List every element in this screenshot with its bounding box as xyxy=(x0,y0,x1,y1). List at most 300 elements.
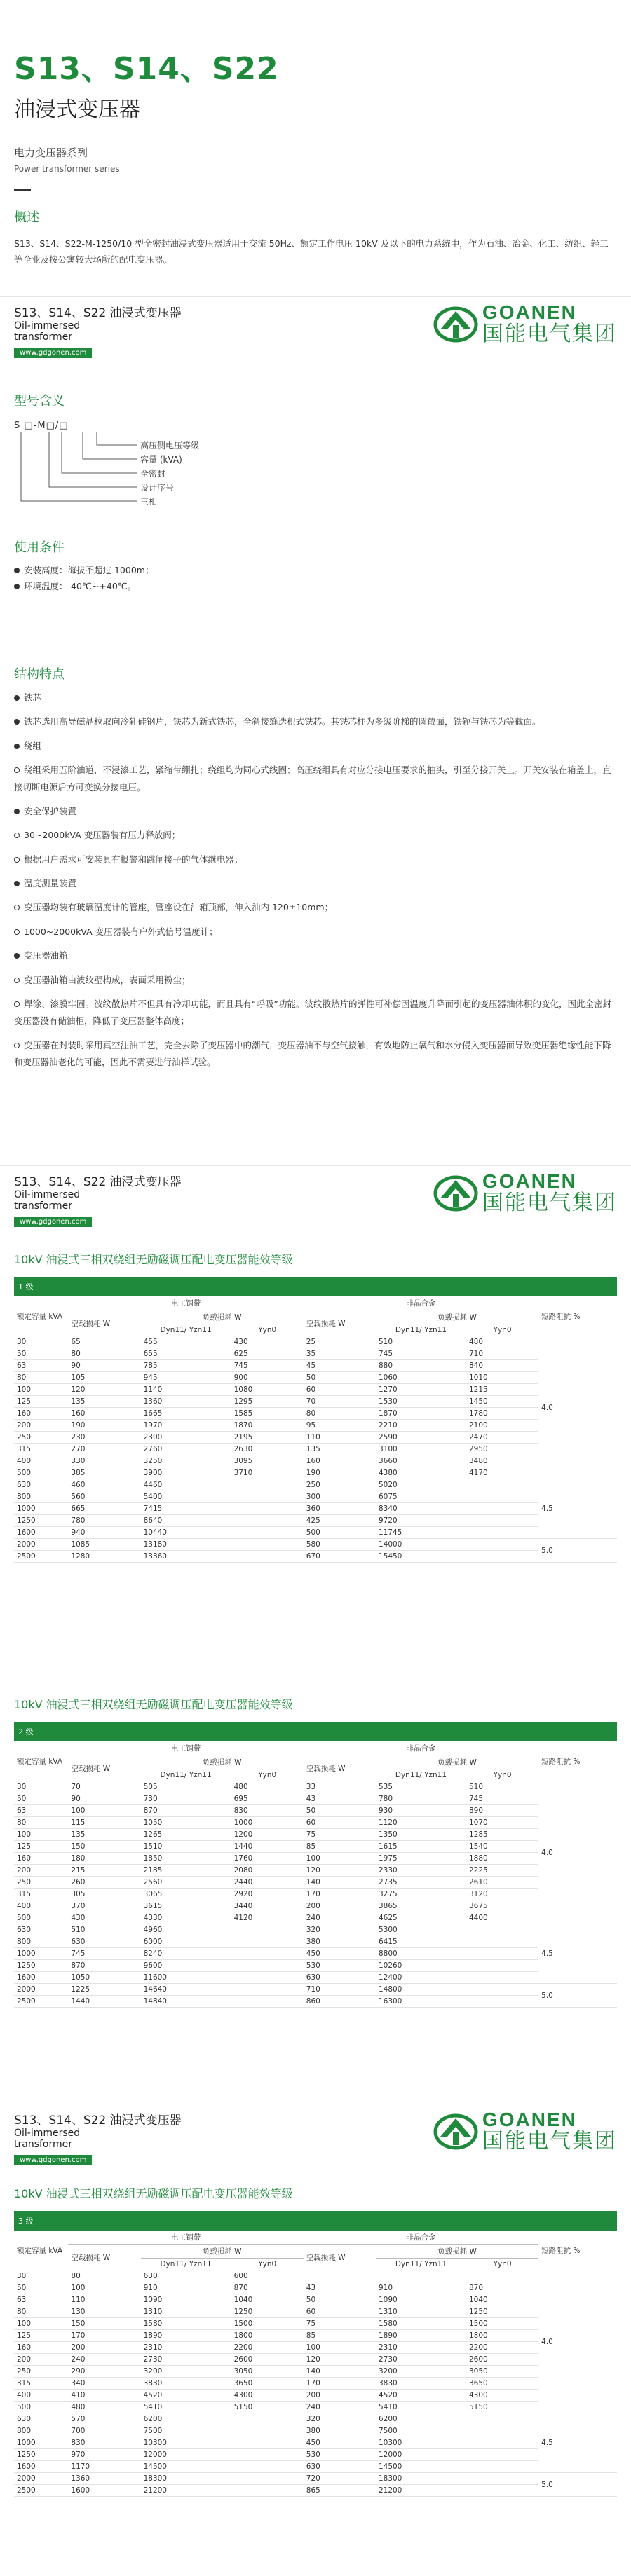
table-cell: 105 xyxy=(68,1372,140,1384)
feature-item xyxy=(14,713,617,730)
feature-text: 绕组 xyxy=(24,740,42,751)
table-row xyxy=(14,2282,617,2294)
table-cell: 290 xyxy=(68,2366,140,2378)
table-cell: 430 xyxy=(231,1336,304,1348)
bullet-ring xyxy=(14,978,20,983)
logo-cn: 国能电气集团 xyxy=(482,2129,617,2153)
table-cell: 5150 xyxy=(231,2402,304,2413)
table-cell: 600 xyxy=(231,2270,304,2282)
table-cell: 1250 xyxy=(466,2306,538,2318)
website-url: www.gdgonen.com xyxy=(14,2155,92,2165)
table-cell: 340 xyxy=(68,2378,140,2390)
table-cell: 2920 xyxy=(231,1889,304,1900)
table-cell: 830 xyxy=(231,1805,304,1817)
features-section xyxy=(0,664,631,1071)
header-load: 负载损耗 W xyxy=(141,1755,304,1769)
table-cell: 3615 xyxy=(141,1900,231,1912)
table-cell: 75 xyxy=(304,1829,376,1841)
header-capacity: 额定容量 kVA xyxy=(14,1296,68,1336)
table-cell: 530 xyxy=(304,1960,376,1972)
table-cell: 2610 xyxy=(466,1877,538,1889)
table-cell: 10300 xyxy=(376,2437,538,2449)
table-cell: 2440 xyxy=(231,1877,304,1889)
table-cell: 1665 xyxy=(141,1408,231,1420)
bullet-ring xyxy=(14,905,20,910)
impedance-cell: 4.0 xyxy=(538,2270,617,2413)
bullet-dot xyxy=(14,744,20,749)
table-cell: 1060 xyxy=(376,1372,466,1384)
table-cell: 8640 xyxy=(141,1515,304,1527)
table-cell: 360 xyxy=(304,1503,376,1515)
table-cell: 1040 xyxy=(466,2294,538,2306)
header-load: 负载损耗 W xyxy=(141,2245,304,2259)
website-url: www.gdgonen.com xyxy=(14,1217,92,1227)
feature-text: 铁芯 xyxy=(24,692,42,704)
table-cell: 1225 xyxy=(68,1984,140,1996)
table-cell: 3865 xyxy=(376,1900,466,1912)
table-cell: 860 xyxy=(304,1996,376,2008)
table-cell: 190 xyxy=(304,1467,376,1479)
table-cell: 1350 xyxy=(376,1829,466,1841)
table-row xyxy=(14,1900,617,1912)
table-row xyxy=(14,1889,617,1900)
table-cell: 2200 xyxy=(231,2342,304,2354)
table-cell: 3650 xyxy=(466,2378,538,2390)
logo-en: GOANEN xyxy=(482,301,577,324)
table-cell: 1265 xyxy=(141,1829,231,1841)
logo-icon xyxy=(433,1174,478,1212)
impedance-cell: 4.0 xyxy=(538,1336,617,1479)
feature-text: 铁芯选用高导磁晶粒取向冷轧硅钢片，铁芯为新式铁芯，全斜接缝迭积式铁芯。其铁芯柱为多级阶梯的圆截面，铁轭与铁芯为等截面。 xyxy=(24,716,541,727)
banner-title-cn: S13、S14、S22 油浸式变压器 xyxy=(14,1175,182,1189)
header-connection: Yyn0 xyxy=(231,1769,304,1781)
table-cell: 1270 xyxy=(376,1384,466,1396)
table-cell: 3440 xyxy=(231,1900,304,1912)
header-load: 负载损耗 W xyxy=(376,2245,538,2259)
table-cell: 450 xyxy=(304,1948,376,1960)
table-cell: 2080 xyxy=(231,1865,304,1877)
condition-item: 安装高度：海拔不超过 1000m； xyxy=(14,563,617,579)
table-cell: 14500 xyxy=(141,2461,304,2473)
table-cell: 630 xyxy=(304,2461,376,2473)
table-cell: 3480 xyxy=(466,1455,538,1467)
banner-title-cn: S13、S14、S22 油浸式变压器 xyxy=(14,306,182,321)
table-cell: 100 xyxy=(304,1853,376,1865)
feature-text: 焊涂、漆膜牢固。波纹散热片不但具有冷却功能，而且具有“呼吸”功能。波纹散热片的弹性可补偿因温度升降而引起的变压器油体积的变化，因此全密封变压器没有储油柜，降低了变压器整体高度； xyxy=(14,998,611,1027)
table-cell: 840 xyxy=(466,1360,538,1372)
feature-text: 变压器油箱 xyxy=(24,950,68,961)
table-cell: 8240 xyxy=(141,1948,304,1960)
table-cell: 500 xyxy=(304,1527,376,1539)
table-cell: 1120 xyxy=(376,1817,466,1829)
table-section-2 xyxy=(0,1696,631,2008)
table-cell: 60 xyxy=(304,1384,376,1396)
table-row xyxy=(14,1912,617,1924)
table-cell: 13360 xyxy=(141,1551,304,1563)
table-row xyxy=(14,1877,617,1889)
feature-text: 安全保护装置 xyxy=(24,805,77,816)
table-cell: 270 xyxy=(68,1444,140,1455)
table-cell: 500 xyxy=(14,2402,68,2413)
table-cell: 65 xyxy=(68,1336,140,1348)
table-cell: 2310 xyxy=(376,2342,466,2354)
table-cell: 70 xyxy=(304,1396,376,1408)
bullet-dot xyxy=(14,584,20,589)
header-amorphous: 非晶合金 xyxy=(304,2231,538,2245)
table-cell: 50 xyxy=(14,1793,68,1805)
table-cell xyxy=(376,2270,466,2282)
table-cell: 3900 xyxy=(141,1467,231,1479)
logo-icon xyxy=(433,2113,478,2151)
table-cell: 700 xyxy=(68,2425,140,2437)
header-connection: Yyn0 xyxy=(466,1769,538,1781)
table-cell: 655 xyxy=(141,1348,231,1360)
table-cell: 4380 xyxy=(376,1467,466,1479)
table-cell: 80 xyxy=(14,2306,68,2318)
bullet-ring xyxy=(14,833,20,838)
table-cell: 240 xyxy=(304,1912,376,1924)
table-cell: 1310 xyxy=(141,2306,231,2318)
table-row xyxy=(14,2306,617,2318)
table-cell: 1140 xyxy=(141,1384,231,1396)
feature-text: 变压器油箱由波纹壁构成，表面采用粉尘； xyxy=(24,974,191,985)
table-cell: 6415 xyxy=(376,1936,538,1948)
table-row xyxy=(14,1853,617,1865)
table-cell: 1615 xyxy=(376,1841,466,1853)
table-cell: 3050 xyxy=(231,2366,304,2378)
table-cell: 160 xyxy=(14,1408,68,1420)
table-cell: 2590 xyxy=(376,1432,466,1444)
table-row xyxy=(14,1360,617,1372)
table-cell: 400 xyxy=(14,1455,68,1467)
table-cell: 4400 xyxy=(466,1912,538,1924)
table-row xyxy=(14,1793,617,1805)
table-cell: 2760 xyxy=(141,1444,231,1455)
table-row xyxy=(14,1467,617,1479)
bullet-ring xyxy=(14,857,20,863)
table-cell: 100 xyxy=(14,1829,68,1841)
table-cell: 870 xyxy=(141,1805,231,1817)
table-cell: 970 xyxy=(68,2449,140,2461)
header-load: 负载损耗 W xyxy=(141,1310,304,1324)
feature-item xyxy=(14,875,617,892)
table-title: 10kV 油浸式三相双绕组无励磁调压配电变压器能效等级 xyxy=(14,1698,293,1711)
table-cell: 2225 xyxy=(466,1865,538,1877)
table-cell: 95 xyxy=(304,1420,376,1432)
table-cell: 530 xyxy=(304,2449,376,2461)
header-impedance: 短路阻抗 % xyxy=(538,1741,617,1781)
table-cell: 1760 xyxy=(231,1853,304,1865)
logo-en: GOANEN xyxy=(482,2109,577,2130)
table-cell: 180 xyxy=(68,1853,140,1865)
table-cell: 5410 xyxy=(376,2402,466,2413)
table-cell: 2100 xyxy=(466,1420,538,1432)
table-row xyxy=(14,1984,617,1996)
table-cell: 1800 xyxy=(466,2330,538,2342)
table-cell: 900 xyxy=(231,1372,304,1384)
grade-bar: 2 级 xyxy=(14,1722,617,1741)
table-cell: 21200 xyxy=(376,2485,538,2497)
table-cell: 4460 xyxy=(141,1479,304,1491)
table-cell: 2600 xyxy=(466,2354,538,2366)
logo-icon xyxy=(433,306,478,343)
table-cell: 43 xyxy=(304,2282,376,2294)
table-cell: 1510 xyxy=(141,1841,231,1853)
bullet-ring xyxy=(14,929,20,935)
table-cell: 3050 xyxy=(466,2366,538,2378)
header-noload: 空载损耗 W xyxy=(68,2245,140,2270)
header-connection: Yyn0 xyxy=(466,2259,538,2270)
table-cell: 135 xyxy=(68,1396,140,1408)
table-cell: 670 xyxy=(304,1551,376,1563)
table-row xyxy=(14,1348,617,1360)
header-impedance: 短路阻抗 % xyxy=(538,2231,617,2270)
table-cell: 630 xyxy=(68,1936,140,1948)
header-load: 负载损耗 W xyxy=(376,1755,538,1769)
table-cell: 745 xyxy=(466,1793,538,1805)
feature-item xyxy=(14,947,617,964)
table-cell: 10260 xyxy=(376,1960,538,1972)
table-cell: 125 xyxy=(14,1396,68,1408)
table-cell: 945 xyxy=(141,1372,231,1384)
table-cell: 1870 xyxy=(231,1420,304,1432)
table-cell: 85 xyxy=(304,1841,376,1853)
table-row xyxy=(14,1539,617,1551)
header-connection: Dyn11/ Yzn11 xyxy=(141,1769,231,1781)
banner-title-en-1: Oil-immersed xyxy=(14,2128,81,2139)
table-cell: 510 xyxy=(68,1924,140,1936)
bullet-dot xyxy=(14,809,20,814)
table-cell: 2730 xyxy=(141,2354,231,2366)
table-row xyxy=(14,1960,617,1972)
table-cell: 30 xyxy=(14,1781,68,1793)
table-cell: 1450 xyxy=(466,1396,538,1408)
table-cell: 1360 xyxy=(68,2473,140,2485)
table-title: 10kV 油浸式三相双绕组无励磁调压配电变压器能效等级 xyxy=(14,1253,293,1266)
table-cell: 12000 xyxy=(141,2449,304,2461)
bullet-dot xyxy=(14,695,20,701)
table-cell: 3250 xyxy=(141,1455,231,1467)
table-cell: 33 xyxy=(304,1781,376,1793)
table-cell: 3675 xyxy=(466,1900,538,1912)
bullet-ring xyxy=(14,1001,20,1007)
table-cell: 170 xyxy=(68,2330,140,2342)
table-cell: 1085 xyxy=(68,1539,140,1551)
table-cell: 710 xyxy=(304,1984,376,1996)
table-cell: 1250 xyxy=(231,2306,304,2318)
table-cell: 4625 xyxy=(376,1912,466,1924)
table-cell: 2310 xyxy=(141,2342,231,2354)
table-cell: 910 xyxy=(376,2282,466,2294)
table-cell: 14840 xyxy=(141,1996,304,2008)
table-cell: 780 xyxy=(68,1515,140,1527)
banner-title-en-2: transformer xyxy=(14,2139,73,2151)
table-cell: 14500 xyxy=(376,2461,538,2473)
model-label-voltage: 高压侧电压等级 xyxy=(140,441,200,451)
table-cell: 570 xyxy=(68,2413,140,2425)
table-cell: 1250 xyxy=(14,2449,68,2461)
category-en: Power transformer series xyxy=(14,163,120,174)
table-cell: 1890 xyxy=(141,2330,231,2342)
table-cell: 230 xyxy=(68,1432,140,1444)
table-row xyxy=(14,1996,617,2008)
table-cell: 3710 xyxy=(231,1467,304,1479)
table-cell: 745 xyxy=(376,1348,466,1360)
header-amorphous: 非晶合金 xyxy=(304,1741,538,1755)
table-cell: 3065 xyxy=(141,1889,231,1900)
header-connection: Dyn11/ Yzn11 xyxy=(141,2259,231,2270)
table-cell: 250 xyxy=(14,1432,68,1444)
table-cell: 4120 xyxy=(231,1912,304,1924)
overview-section xyxy=(0,207,631,269)
table-cell: 6075 xyxy=(376,1491,538,1503)
condition-item: 环境温度：-40℃~+40℃。 xyxy=(14,579,617,595)
feature-item xyxy=(14,899,617,916)
table-cell: 870 xyxy=(231,2282,304,2294)
table-cell: 1360 xyxy=(141,1396,231,1408)
table-cell: 14640 xyxy=(141,1984,304,1996)
table-cell: 320 xyxy=(304,2413,376,2425)
table-cell: 200 xyxy=(304,1900,376,1912)
table-cell: 18300 xyxy=(376,2473,538,2485)
table-cell: 625 xyxy=(231,1348,304,1360)
table-cell: 120 xyxy=(304,1865,376,1877)
table-cell: 50 xyxy=(14,2282,68,2294)
table-cell: 100 xyxy=(68,2282,140,2294)
table-cell: 160 xyxy=(68,1408,140,1420)
hero xyxy=(0,0,631,191)
header-load: 负载损耗 W xyxy=(376,1310,538,1324)
table-cell: 50 xyxy=(304,2294,376,2306)
table-cell: 13180 xyxy=(141,1539,304,1551)
table-cell: 400 xyxy=(14,2390,68,2402)
table-cell: 780 xyxy=(376,1793,466,1805)
table-cell: 6200 xyxy=(141,2413,304,2425)
table-cell: 11745 xyxy=(376,1527,538,1539)
table-cell: 3120 xyxy=(466,1889,538,1900)
table-row xyxy=(14,1527,617,1539)
table-row xyxy=(14,2318,617,2330)
feature-text: 30~2000kVA 变压器装有压力释放阀； xyxy=(24,830,181,841)
table-section-1 xyxy=(0,1251,631,1563)
bullet-dot xyxy=(14,953,20,959)
table-row xyxy=(14,1865,617,1877)
table-cell: 1580 xyxy=(141,2318,231,2330)
table-cell: 63 xyxy=(14,1360,68,1372)
table-cell: 160 xyxy=(14,2342,68,2354)
table-row xyxy=(14,2449,617,2461)
table-cell: 100 xyxy=(304,2342,376,2354)
feature-item xyxy=(14,972,617,989)
table-cell: 1880 xyxy=(466,1853,538,1865)
table-row xyxy=(14,1479,617,1491)
table-cell: 90 xyxy=(68,1360,140,1372)
table-cell: 630 xyxy=(304,1972,376,1984)
table-row xyxy=(14,1420,617,1432)
table-cell: 630 xyxy=(141,2270,231,2282)
table-row xyxy=(14,1396,617,1408)
table-cell: 1090 xyxy=(141,2294,231,2306)
table-cell: 510 xyxy=(466,1781,538,1793)
feature-item xyxy=(14,827,617,844)
table-cell: 2500 xyxy=(14,1996,68,2008)
table-cell xyxy=(304,2270,376,2282)
table-row xyxy=(14,1384,617,1396)
table-cell: 455 xyxy=(141,1336,231,1348)
table-title: 10kV 油浸式三相双绕组无励磁调压配电变压器能效等级 xyxy=(14,2187,293,2200)
feature-text: 根据用户需求可安装具有报警和跳闸接子的气体继电器； xyxy=(24,854,243,865)
category-cn: 电力变压器系列 xyxy=(14,146,88,159)
table-cell: 160 xyxy=(304,1455,376,1467)
feature-item xyxy=(14,690,617,706)
table-cell: 1975 xyxy=(376,1853,466,1865)
table-cell: 1440 xyxy=(68,1996,140,2008)
table-cell: 2560 xyxy=(141,1877,231,1889)
table-row xyxy=(14,1372,617,1384)
table-cell: 90 xyxy=(68,1793,140,1805)
banner-title-en-2: transformer xyxy=(14,1200,73,1212)
table-cell: 560 xyxy=(68,1491,140,1503)
table-cell: 1280 xyxy=(68,1551,140,1563)
table-cell: 80 xyxy=(14,1817,68,1829)
table-cell: 125 xyxy=(14,1841,68,1853)
table-cell: 870 xyxy=(466,2282,538,2294)
table-cell: 6000 xyxy=(141,1936,304,1948)
table-row xyxy=(14,2342,617,2354)
table-cell: 745 xyxy=(68,1948,140,1960)
table-cell: 1890 xyxy=(376,2330,466,2342)
logo-cn: 国能电气集团 xyxy=(482,1191,617,1215)
table-cell: 2330 xyxy=(376,1865,466,1877)
table-cell: 2000 xyxy=(14,1984,68,1996)
table-row xyxy=(14,1948,617,1960)
table-cell: 315 xyxy=(14,1889,68,1900)
table-cell: 380 xyxy=(304,2425,376,2437)
overview-text: S13、S14、S22-M-1250/10 型全密封油浸式变压器适用于交流 50Hz、额定工作电压 10kV 及以下的电力系统中，作为石油、冶金、化工、纺织、轻工等企业及按公寓较大场所的配电变压器。 xyxy=(14,238,609,266)
table-cell: 630 xyxy=(14,1924,68,1936)
table-cell: 30 xyxy=(14,2270,68,2282)
table-cell: 35 xyxy=(304,1348,376,1360)
table-cell: 1600 xyxy=(68,2485,140,2497)
table-cell: 130 xyxy=(68,2306,140,2318)
table-cell: 3095 xyxy=(231,1455,304,1467)
table-cell: 10440 xyxy=(141,1527,304,1539)
product-subtitle: 油浸式变压器 xyxy=(14,97,140,122)
table-cell: 63 xyxy=(14,2294,68,2306)
table-cell: 2000 xyxy=(14,1539,68,1551)
table-cell: 2470 xyxy=(466,1432,538,1444)
model-label-sealed: 全密封 xyxy=(140,469,166,479)
table-row xyxy=(14,1817,617,1829)
table-cell: 8800 xyxy=(376,1948,538,1960)
table-cell: 30 xyxy=(14,1336,68,1348)
table-cell: 190 xyxy=(68,1420,140,1432)
table-cell: 1000 xyxy=(14,1948,68,1960)
table-cell: 2200 xyxy=(466,2342,538,2354)
table-row xyxy=(14,1336,617,1348)
table-row xyxy=(14,2413,617,2425)
table-cell: 480 xyxy=(466,1336,538,1348)
table-cell: 630 xyxy=(14,1479,68,1491)
table-cell: 12400 xyxy=(376,1972,538,1984)
feature-item xyxy=(14,762,617,796)
table-cell: 2500 xyxy=(14,2485,68,2497)
table-cell: 535 xyxy=(376,1781,466,1793)
logo-cn: 国能电气集团 xyxy=(482,322,617,347)
table-cell: 1010 xyxy=(466,1372,538,1384)
table-cell: 4330 xyxy=(141,1912,231,1924)
table-row xyxy=(14,1841,617,1853)
